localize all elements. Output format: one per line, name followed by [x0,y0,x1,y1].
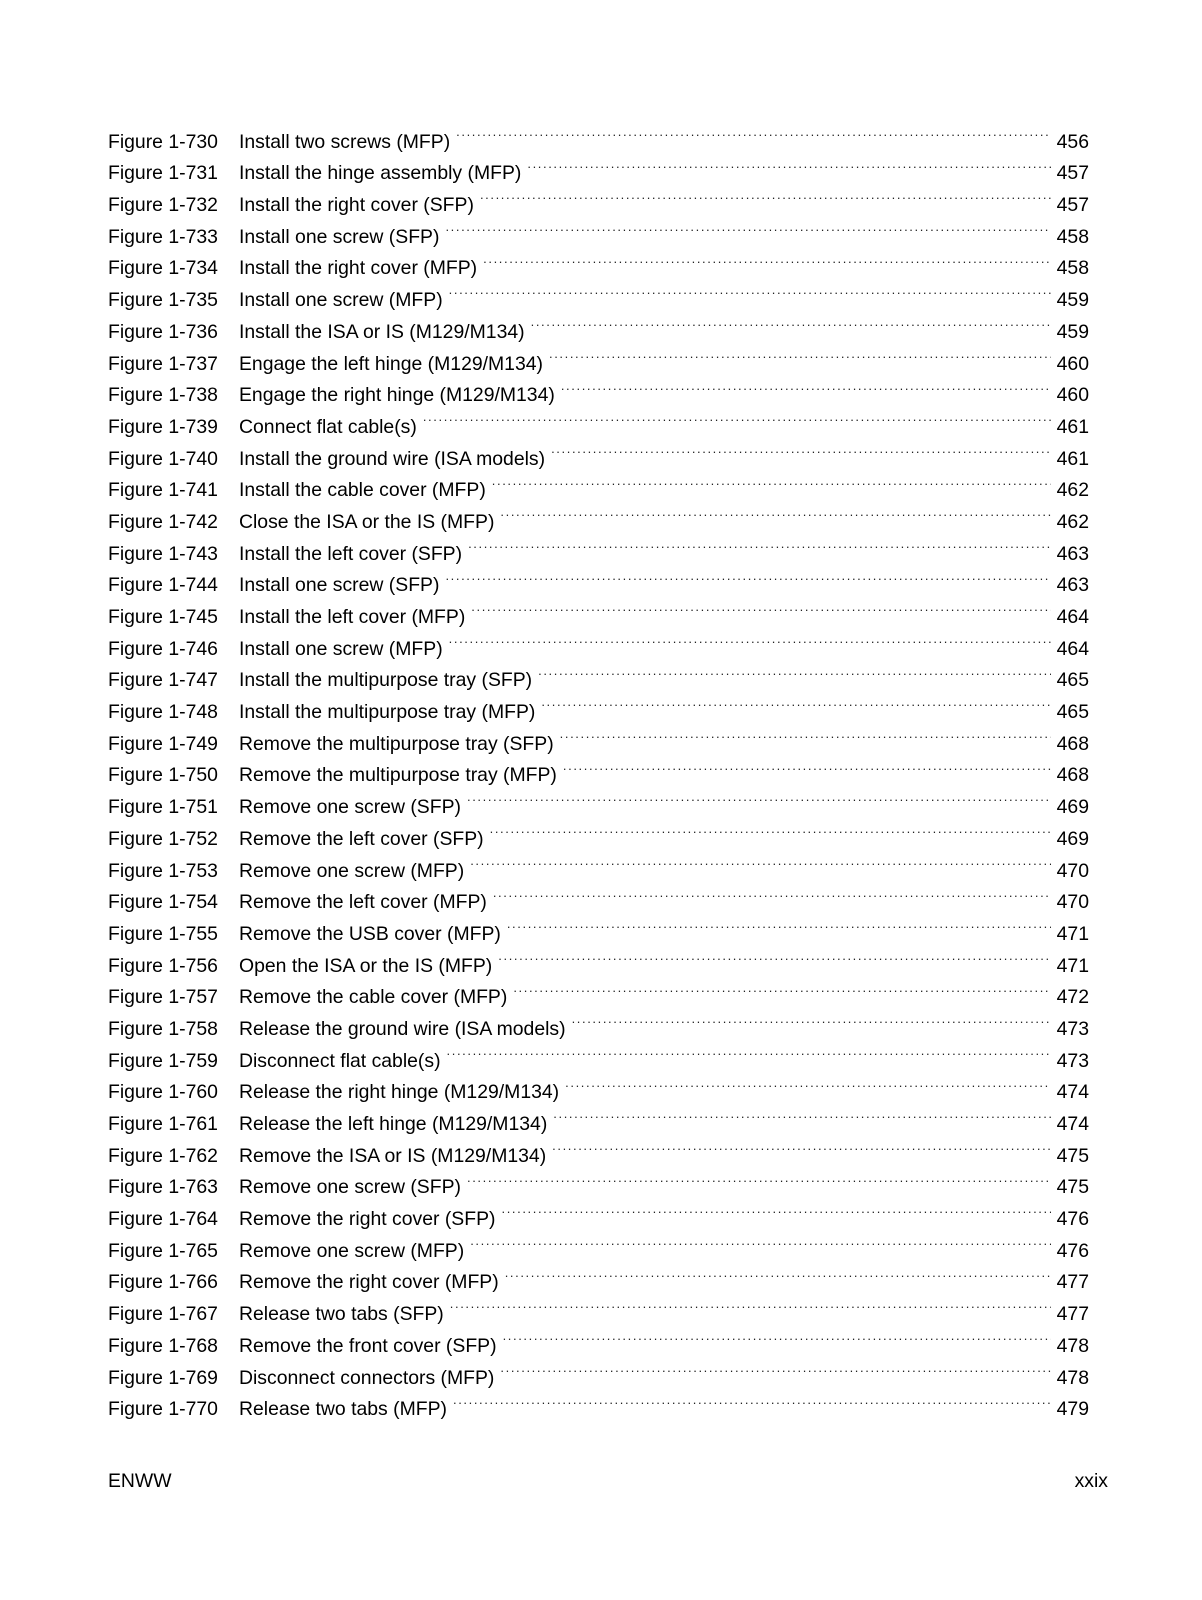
figure-title: Install the ISA or IS (M129/M134) [239,320,525,343]
footer-page-number: xxix [1074,1470,1108,1492]
dot-leader [498,940,1050,972]
page-reference: 473 [1056,1017,1089,1040]
figure-number: Figure 1-747 [108,669,218,692]
figure-number: Figure 1-730 [108,130,218,153]
figure-number: Figure 1-734 [108,257,218,280]
dot-leader [467,1162,1051,1194]
figure-title: Remove one screw (MFP) [239,1239,465,1262]
dot-leader [467,781,1051,813]
figure-title: Remove the left cover (SFP) [239,827,484,850]
dot-leader [445,211,1050,243]
page-reference: 468 [1056,732,1089,755]
dot-leader [541,686,1050,718]
dot-leader [538,655,1051,687]
figure-number: Figure 1-737 [108,352,218,375]
figure-number: Figure 1-752 [108,827,218,850]
figure-title: Release two tabs (SFP) [239,1303,444,1326]
figure-number: Figure 1-757 [108,986,218,1009]
page-reference: 460 [1056,384,1089,407]
figure-number: Figure 1-753 [108,859,218,882]
figure-title: Install the ground wire (ISA models) [239,447,546,470]
page-reference: 456 [1056,130,1089,153]
dot-leader [563,750,1051,782]
dot-leader [500,496,1050,528]
dot-leader [447,1035,1051,1067]
figure-title: Release the right hinge (M129/M134) [239,1081,560,1104]
figure-title: Install the multipurpose tray (SFP) [239,669,533,692]
figure-number: Figure 1-731 [108,162,218,185]
toc-entry[interactable] [108,116,1089,153]
figure-title: Close the ISA or the IS (MFP) [239,510,495,533]
figure-title: Remove the multipurpose tray (MFP) [239,764,557,787]
figure-number: Figure 1-755 [108,922,218,945]
dot-leader [560,718,1051,750]
page-reference: 464 [1056,606,1089,628]
figure-number: Figure 1-742 [108,510,218,533]
page-reference: 459 [1056,320,1089,343]
figure-number: Figure 1-767 [108,1303,218,1326]
figure-number: Figure 1-735 [108,289,218,312]
figure-number: Figure 1-738 [108,384,218,407]
figure-title: Remove the right cover (SFP) [239,1208,496,1231]
dot-leader [490,813,1051,845]
figure-number: Figure 1-763 [108,1176,218,1199]
figure-number: Figure 1-732 [108,194,218,217]
list-of-figures [108,116,1089,1421]
dot-leader [505,1257,1051,1289]
figure-title: Install the right cover (SFP) [239,194,474,217]
figure-number: Figure 1-743 [108,542,218,565]
page-reference: 471 [1056,922,1089,945]
dot-leader [480,179,1051,211]
figure-number: Figure 1-733 [108,225,218,248]
page-reference: 472 [1056,986,1089,1009]
page-reference: 469 [1056,827,1089,850]
page-reference: 478 [1056,1366,1089,1389]
figure-number: Figure 1-762 [108,1144,218,1167]
figure-title: Install one screw (MFP) [239,289,443,312]
figure-title: Install the multipurpose tray (MFP) [239,701,536,724]
page-reference: 474 [1056,1081,1089,1104]
figure-title: Install the right cover (MFP) [239,257,478,280]
page-reference: 471 [1056,954,1089,977]
figure-title: Install one screw (SFP) [239,574,440,597]
dot-leader [551,433,1051,465]
dot-leader [492,465,1051,497]
page-reference: 463 [1056,542,1089,565]
figure-number: Figure 1-746 [108,637,218,660]
figure-number: Figure 1-764 [108,1208,218,1231]
page-reference: 470 [1056,891,1089,914]
dot-leader [423,401,1051,433]
dot-leader [449,274,1051,306]
figure-number: Figure 1-749 [108,732,218,755]
footer-publisher-code: ENWW [108,1470,172,1492]
page-reference: 457 [1056,162,1089,185]
dot-leader [553,1098,1050,1130]
page-reference: 458 [1056,225,1089,248]
page-reference: 461 [1056,415,1089,438]
page-reference: 459 [1056,289,1089,312]
figure-title: Remove one screw (MFP) [239,859,465,882]
figure-title: Remove the cable cover (MFP) [239,986,508,1009]
dot-leader [449,623,1051,655]
dot-leader [483,243,1050,275]
figure-title: Install the left cover (SFP) [239,542,463,565]
figure-number: Figure 1-750 [108,764,218,787]
figure-title: Release the ground wire (ISA models) [239,1017,566,1040]
page-reference: 479 [1056,1398,1089,1421]
figure-number: Figure 1-751 [108,796,218,819]
page-reference: 461 [1056,447,1089,470]
dot-leader [531,306,1051,338]
page-reference: 474 [1056,1113,1089,1135]
dot-leader [453,1384,1051,1416]
figure-number: Figure 1-736 [108,320,218,343]
figure-number: Figure 1-760 [108,1081,218,1104]
page-reference: 477 [1056,1271,1089,1294]
figure-title: Connect flat cable(s) [239,415,417,438]
figure-title: Install one screw (SFP) [239,225,440,248]
figure-title: Open the ISA or the IS (MFP) [239,954,493,977]
figure-title: Remove one screw (SFP) [239,796,461,819]
page-reference: 465 [1056,669,1089,692]
page-reference: 460 [1056,352,1089,375]
page-reference: 463 [1056,574,1089,597]
dot-leader [470,1225,1050,1257]
dot-leader [527,148,1050,180]
figure-number: Figure 1-740 [108,447,218,470]
dot-leader [500,1352,1050,1384]
figure-number: Figure 1-744 [108,574,218,597]
dot-leader [470,845,1050,877]
dot-leader [445,560,1050,592]
page-reference: 465 [1056,701,1089,724]
figure-number: Figure 1-745 [108,606,218,628]
page-reference: 470 [1056,859,1089,882]
figure-title: Engage the right hinge (M129/M134) [239,384,555,407]
figure-number: Figure 1-748 [108,701,218,724]
dot-leader [561,370,1051,402]
figure-number: Figure 1-770 [108,1398,218,1421]
figure-title: Remove the multipurpose tray (SFP) [239,732,554,755]
figure-number: Figure 1-765 [108,1239,218,1262]
dot-leader [549,338,1051,370]
page-reference: 475 [1056,1144,1089,1167]
figure-title: Remove the front cover (SFP) [239,1334,497,1357]
figure-title: Install the cable cover (MFP) [239,479,486,502]
figure-number: Figure 1-741 [108,479,218,502]
figure-title: Remove the left cover (MFP) [239,891,487,914]
page-reference: 477 [1056,1303,1089,1326]
figure-title: Install the hinge assembly (MFP) [239,162,522,185]
dot-leader [507,908,1051,940]
figure-title: Remove the USB cover (MFP) [239,922,501,945]
page-reference: 476 [1056,1239,1089,1262]
page-reference: 458 [1056,257,1089,280]
page-reference: 468 [1056,764,1089,787]
figure-title: Disconnect flat cable(s) [239,1049,441,1072]
figure-title: Remove one screw (SFP) [239,1176,461,1199]
figure-number: Figure 1-761 [108,1113,218,1135]
figure-title: Remove the ISA or IS (M129/M134) [239,1144,547,1167]
page-reference: 469 [1056,796,1089,819]
page-reference: 462 [1056,479,1089,502]
page-reference: 475 [1056,1176,1089,1199]
dot-leader [565,1067,1051,1099]
page-reference: 462 [1056,510,1089,533]
figure-title: Install two screws (MFP) [239,130,451,153]
page-reference: 464 [1056,637,1089,660]
figure-number: Figure 1-739 [108,415,218,438]
figure-title: Release two tabs (MFP) [239,1398,447,1421]
figure-number: Figure 1-756 [108,954,218,977]
page-reference: 457 [1056,194,1089,217]
dot-leader [456,116,1050,148]
figure-number: Figure 1-758 [108,1017,218,1040]
dot-leader [552,1130,1050,1162]
figure-title: Install one screw (MFP) [239,637,443,660]
dot-leader [450,1288,1051,1320]
page-reference: 473 [1056,1049,1089,1072]
page-reference: 476 [1056,1208,1089,1231]
figure-title: Engage the left hinge (M129/M134) [239,352,543,375]
figure-number: Figure 1-769 [108,1366,218,1389]
figure-number: Figure 1-766 [108,1271,218,1294]
dot-leader [501,1193,1050,1225]
dot-leader [513,972,1050,1004]
dot-leader [572,1003,1051,1035]
figure-number: Figure 1-759 [108,1049,218,1072]
dot-leader [493,877,1051,909]
figure-title: Disconnect connectors (MFP) [239,1366,495,1389]
page-reference: 478 [1056,1334,1089,1357]
figure-title: Release the left hinge (M129/M134) [239,1113,548,1135]
figure-title: Install the left cover (MFP) [239,606,466,628]
figure-number: Figure 1-754 [108,891,218,914]
dot-leader [468,528,1051,560]
dot-leader [503,1320,1051,1352]
figure-title: Remove the right cover (MFP) [239,1271,499,1294]
dot-leader [471,591,1050,623]
figure-number: Figure 1-768 [108,1334,218,1357]
